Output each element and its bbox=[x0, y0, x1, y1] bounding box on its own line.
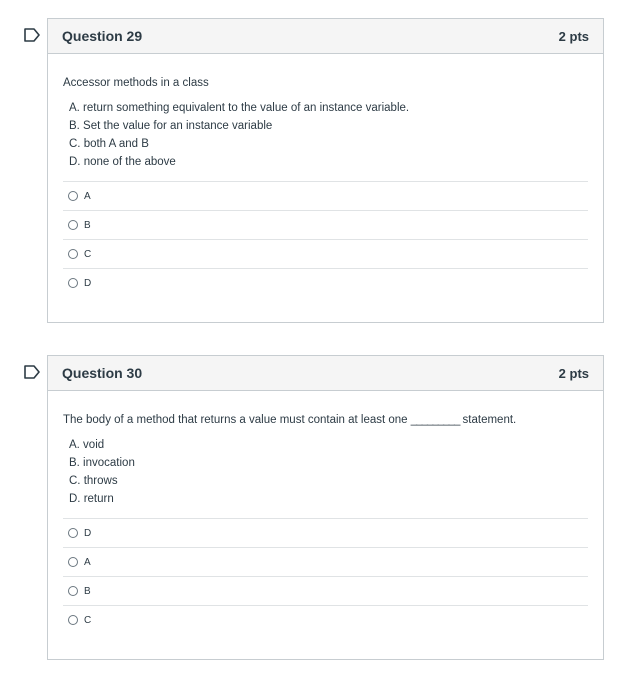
question-30-title: Question 30 bbox=[62, 365, 143, 381]
answer-label[interactable]: A bbox=[84, 556, 91, 568]
answer-label[interactable]: B bbox=[84, 219, 91, 231]
question-30-choice-list bbox=[63, 436, 588, 508]
answer-label[interactable]: A bbox=[84, 190, 91, 202]
question-29-card bbox=[47, 18, 604, 323]
answer-option[interactable] bbox=[63, 605, 588, 634]
question-29-choice-list bbox=[63, 99, 588, 171]
question-30-choice-c: C. throws bbox=[69, 475, 118, 487]
radio-button[interactable] bbox=[68, 249, 78, 259]
question-29-choice-b: B. Set the value for an instance variable bbox=[69, 120, 273, 132]
radio-button[interactable] bbox=[68, 191, 78, 201]
question-29-answers bbox=[63, 181, 588, 297]
question-29-text: Accessor methods in a class bbox=[63, 77, 209, 89]
question-29-choice-c: C. both A and B bbox=[69, 138, 149, 150]
radio-button[interactable] bbox=[68, 615, 78, 625]
answer-option[interactable] bbox=[63, 547, 588, 576]
question-30-choice-b: B. invocation bbox=[69, 457, 135, 469]
answer-option[interactable] bbox=[63, 210, 588, 239]
question-29-choice-a: A. return something equivalent to the value of an instance variable. bbox=[69, 102, 410, 114]
radio-button[interactable] bbox=[68, 220, 78, 230]
question-30-choice-a: A. void bbox=[69, 439, 105, 451]
answer-label[interactable]: C bbox=[84, 614, 92, 626]
question-29-header bbox=[48, 19, 603, 54]
question-30-answers bbox=[63, 518, 588, 634]
answer-label[interactable]: D bbox=[84, 527, 92, 539]
question-30-text-after: statement. bbox=[462, 414, 517, 426]
question-29-body bbox=[48, 77, 603, 297]
answer-option[interactable] bbox=[63, 181, 588, 210]
question-29-title: Question 29 bbox=[62, 28, 143, 44]
flag-question-30-icon[interactable] bbox=[24, 365, 40, 379]
question-30-blank: _________ bbox=[410, 414, 460, 426]
question-30-header bbox=[48, 356, 603, 391]
radio-button[interactable] bbox=[68, 557, 78, 567]
question-29-points: 2 pts bbox=[558, 28, 589, 44]
answer-option[interactable] bbox=[63, 576, 588, 605]
answer-option[interactable] bbox=[63, 268, 588, 297]
radio-button[interactable] bbox=[68, 586, 78, 596]
flag-question-29-icon[interactable] bbox=[24, 28, 40, 42]
radio-button[interactable] bbox=[68, 278, 78, 288]
answer-label[interactable]: D bbox=[84, 277, 92, 289]
answer-option[interactable] bbox=[63, 239, 588, 268]
question-30-text-before: The body of a method that returns a value must contain at least one bbox=[63, 414, 408, 426]
question-30-choice-d: D. return bbox=[69, 493, 114, 505]
answer-label[interactable]: C bbox=[84, 248, 92, 260]
radio-button[interactable] bbox=[68, 528, 78, 538]
question-30-body bbox=[48, 414, 603, 634]
question-29-choice-d: D. none of the above bbox=[69, 156, 176, 168]
question-30-card bbox=[47, 355, 604, 660]
question-30-text bbox=[63, 414, 588, 426]
question-30-points: 2 pts bbox=[558, 365, 589, 381]
answer-option[interactable] bbox=[63, 518, 588, 547]
answer-label[interactable]: B bbox=[84, 585, 91, 597]
